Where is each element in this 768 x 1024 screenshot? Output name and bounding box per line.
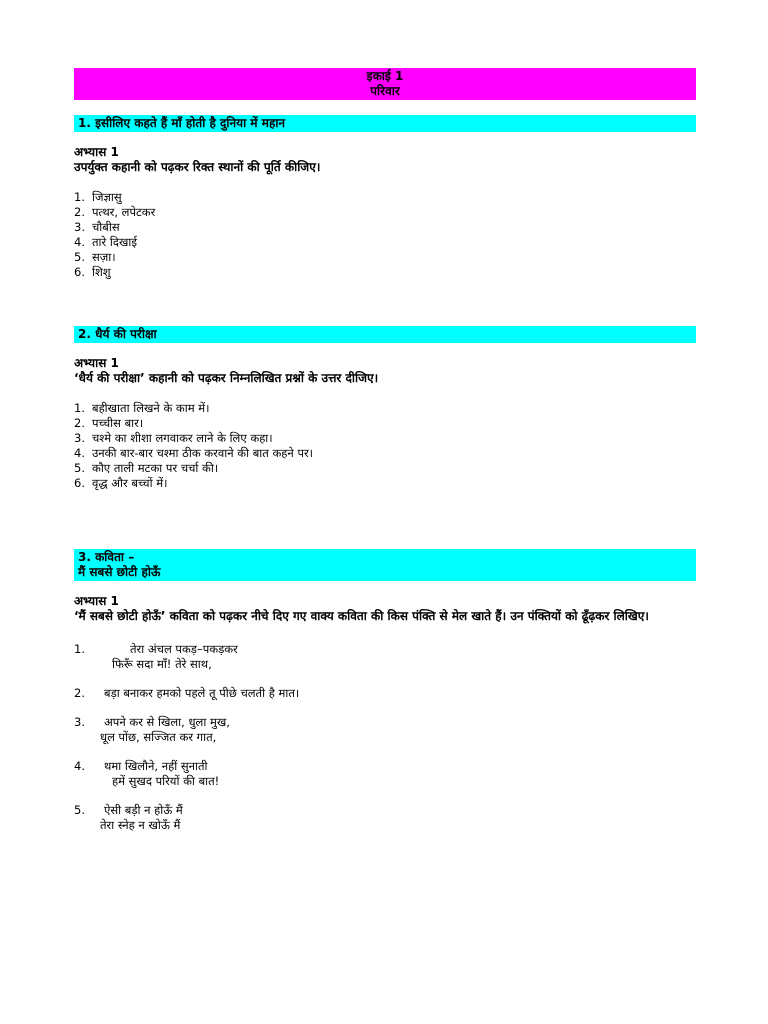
section-1-answer-list [74,190,696,280]
list-item: 1. जिज्ञासु [74,190,122,204]
unit-title: परिवार [370,84,400,98]
list-item: 6. वृद्ध और बच्चों में। [74,476,168,490]
section-2-title: 2. धैर्य की परीक्षा [74,326,696,343]
list-item: 3. अपने कर से खिला, धुला मुख, धूल पोंछ, सज्जित कर गात, [74,715,230,744]
document-page [74,68,696,833]
unit-number: इकाई 1 [366,69,404,83]
list-item: 4. थमा खिलौने, नहीं सुनाती हमें सुखद परियों की बात! [74,759,220,788]
list-item: 4. उनकी बार-बार चश्मा ठीक करवाने की बात कहने पर। [74,446,314,460]
list-item: 5. कौए ताली मटका पर चर्चा की। [74,461,219,475]
list-item: 5. ऐसी बड़ी न होऊँ मैं तेरा स्नेह न खोऊँ मैं [74,803,183,832]
section-3-exercise: अभ्यास 1 [74,594,119,608]
unit-header [74,68,696,100]
section-2-answer-list [74,401,696,491]
section-1-title: 1. इसीलिए कहते हैं माँ होती है दुनिया में महान [74,115,696,132]
section-3-instruction: ‘मैं सबसे छोटी होऊँ’ कविता को पढ़कर नीचे दिए गए वाक्य कविता की किस पंक्ति से मेल खाते हैं। उन पंक्तियों को ढूँढ़कर लिखिए। [74,609,649,623]
list-item: 1. बहीखाता लिखने के काम में। [74,401,210,415]
list-item: 4. तारे दिखाई [74,235,138,249]
section-2-instruction: ‘धैर्य की परीक्षा’ कहानी को पढ़कर निम्नलिखित प्रश्नों के उत्तर दीजिए। [74,371,379,385]
list-item: 6. शिशु [74,265,111,279]
list-item: 3. चौबीस [74,220,120,234]
section-3-answer-list [74,642,696,833]
list-item: 5. सज़ा। [74,250,116,264]
list-item: 2. पच्चीस बार। [74,416,144,430]
section-1-instruction: उपर्युक्त कहानी को पढ़कर रिक्त स्थानों की पूर्ति कीजिए। [74,160,321,174]
section-3-title-line1: 3. कविता – [78,550,135,564]
section-3-title-line2: मैं सबसे छोटी होऊँ [78,565,161,579]
list-item: 3. चश्मे का शीशा लगवाकर लाने के लिए कहा। [74,431,273,445]
section-1-exercise: अभ्यास 1 [74,145,119,159]
section-3-title [74,549,696,581]
list-item: 2. पत्थर, लपेटकर [74,205,156,219]
list-item: 2. बड़ा बनाकर हमको पहले तू पीछे चलती है मात। [74,686,300,700]
section-2-exercise: अभ्यास 1 [74,356,119,370]
list-item: 1. तेरा अंचल पकड़–पकड़कर फिरूँ सदा माँ! तेरे साथ, [74,642,238,671]
